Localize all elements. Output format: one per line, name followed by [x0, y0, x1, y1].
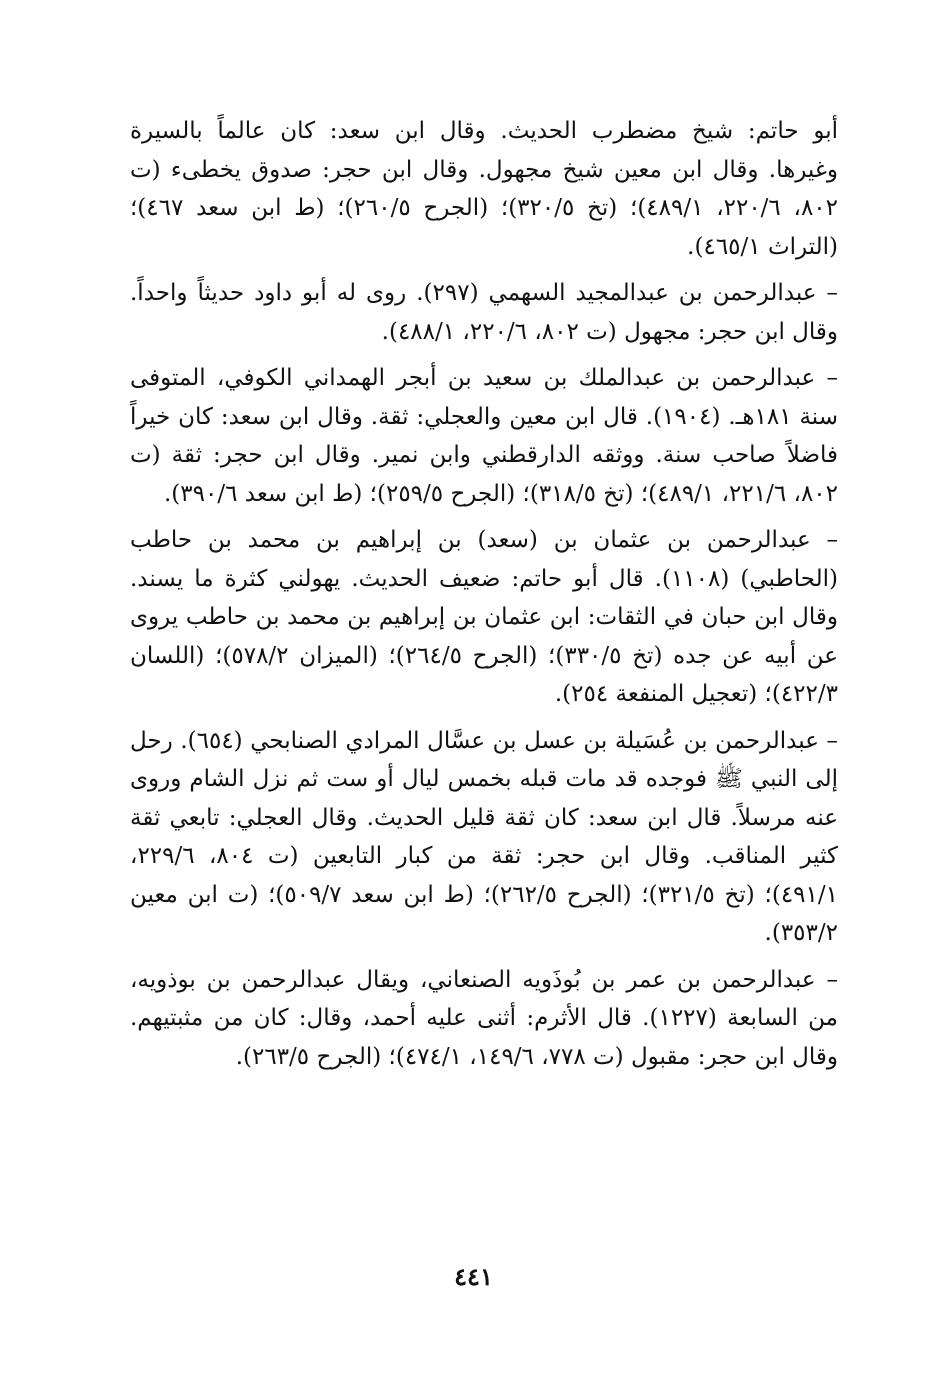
page-body [130, 112, 838, 1084]
entry-abdulrahman-ibn-abdulmalik [130, 359, 838, 513]
entry-continuation [130, 112, 838, 266]
entry-abdulrahman-ibn-abdulmajid [130, 274, 838, 351]
page-number: ٤٤١ [454, 1262, 493, 1291]
entry-text: – عبدالرحمن بن عبدالملك بن سعيد بن أبجر الهمداني الكوفي، المتوفى سنة ١٨١هـ. (١٩٠٤). قال ابن معين والعجلي: ثقة. وقال ابن سعد: كان خيراً فاضلاً صاحب سنة. ووثقه الدارقطني وابن نمير. وقال ابن حجر: ثقة (ت ٨٠٢، ٢٢١/٦، ٤٨٩/١)؛ (تخ ٣١٨/٥)؛ (الجرح ٢٥٩/٥)؛ (ط ابن سعد ٣٩٠/٦). [130, 365, 839, 507]
entry-abdulrahman-ibn-uthman [130, 521, 838, 714]
entry-text: – عبدالرحمن بن عبدالمجيد السهمي (٢٩٧). روى له أبو داود حديثاً واحداً. وقال ابن حجر: مجهول (ت ٨٠٢، ٢٢٠/٦، ٤٨٨/١). [130, 280, 838, 345]
entry-abdulrahman-ibn-usaylah [130, 722, 838, 953]
entry-text: – عبدالرحمن بن عثمان بن (سعد) بن إبراهيم بن محمد بن حاطب (الحاطبي) (١١٠٨). قال أبو حاتم: ضعيف الحديث. يهولني كثرة ما يسند. وقال ابن حبان في الثقات: ابن عثمان بن إبراهيم بن محمد بن حاطب يروى عن أبيه عن جده (تخ ٣٣٠/٥)؛ (الجرح ٢٦٤/٥)؛ (الميزان ٥٧٨/٢)؛ (اللسان ٤٢٢/٣)؛ (تعجيل المنفعة ٢٥٤). [130, 527, 838, 707]
entry-abdulrahman-ibn-umar [130, 961, 838, 1077]
entry-text: – عبدالرحمن بن عُسَيلة بن عسل بن عسَّال المرادي الصنابحي (٦٥٤). رحل إلى النبي ﷺ فوجده قد مات قبله بخمس ليال أو ست ثم نزل الشام وروى عنه مرسلاً. قال ابن سعد: كان ثقة قليل الحديث. وقال العجلي: تابعي ثقة كثير المناقب. وقال ابن حجر: ثقة من كبار التابعين (ت ٨٠٤، ٢٢٩/٦، ٤٩١/١)؛ (تخ ٣٢١/٥)؛ (الجرح ٢٦٢/٥)؛ (ط ابن سعد ٥٠٩/٧)؛ (ت ابن معين ٣٥٣/٢). [130, 727, 838, 946]
entry-text: – عبدالرحمن بن عمر بن بُوذَويه الصنعاني، ويقال عبدالرحمن بن بوذويه، من السابعة (١٢٢٧). قال الأثرم: أثنى عليه أحمد، وقال: كان من مثبتيهم. وقال ابن حجر: مقبول (ت ٧٧٨، ١٤٩/٦، ٤٧٤/١)؛ (الجرح ٢٦٣/٥). [130, 966, 838, 1070]
entry-text: أبو حاتم: شيخ مضطرب الحديث. وقال ابن سعد: كان عالماً بالسيرة وغيرها. وقال ابن معين شيخ مجهول. وقال ابن حجر: صدوق يخطىء (ت ٨٠٢، ٢٢٠/٦، ٤٨٩/١)؛ (تخ ٣٢٠/٥)؛ (الجرح ٢٦٠/٥)؛ (ط ابن سعد ٤٦٧)؛ (التراث ٤٦٥/١). [130, 118, 839, 260]
